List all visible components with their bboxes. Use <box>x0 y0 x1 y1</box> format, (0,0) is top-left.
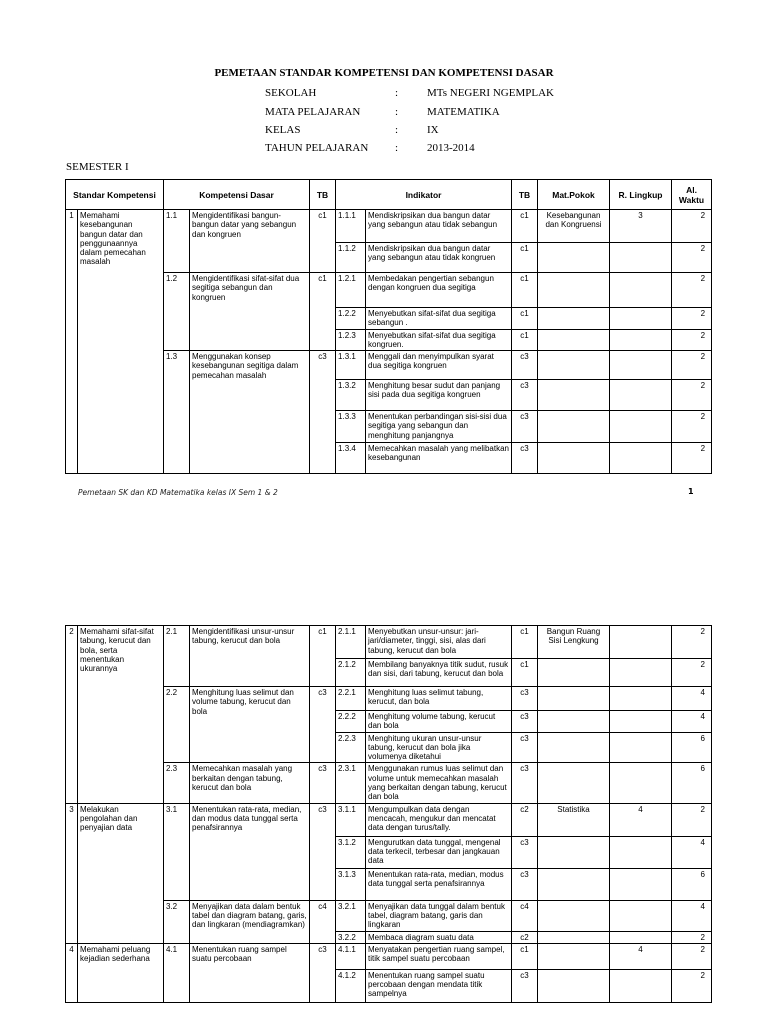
sk-text: Memahami kesebangunan bangun datar dan penggunaannya dalam pemecahan masalah <box>78 210 164 474</box>
kd-text: Mengidentifikasi bangun-bangun datar yang sebangun dan kongruen <box>190 210 310 273</box>
indikator-tb: c3 <box>512 380 538 411</box>
header-standar-kompetensi: Standar Kompetensi <box>66 180 164 210</box>
kd-text: Menentukan ruang sampel suatu percobaan <box>190 943 310 1002</box>
al-waktu: 2 <box>672 411 712 443</box>
kd-text: Menghitung luas selimut dan volume tabung, kerucut dan bola <box>190 687 310 763</box>
header-mat-pokok: Mat.Pokok <box>538 180 610 210</box>
indikator-number: 1.1.2 <box>336 243 366 273</box>
kd-tb: c3 <box>310 803 336 900</box>
kd-text: Mengidentifikasi unsur-unsur tabung, kerucut dan bola <box>190 626 310 687</box>
header-tb: TB <box>310 180 336 210</box>
r-lingkup: 3 <box>610 210 672 243</box>
indikator-tb: c1 <box>512 659 538 687</box>
indikator-number: 2.1.1 <box>336 626 366 659</box>
sk-number: 3 <box>66 803 78 943</box>
indikator-tb: c2 <box>512 931 538 943</box>
indikator-text: Menentukan perbandingan sisi-sisi dua segitiga yang sebangun dan menghitung panjangnya <box>366 411 512 443</box>
indikator-text: Menyatakan pengertian ruang sampel, titik sampel suatu percobaan <box>366 943 512 969</box>
indikator-number: 1.3.3 <box>336 411 366 443</box>
mat-pokok <box>538 711 610 733</box>
indikator-tb: c3 <box>512 351 538 380</box>
table-row <box>66 626 712 659</box>
indikator-tb: c3 <box>512 687 538 711</box>
header-indikator: Indikator <box>336 180 512 210</box>
r-lingkup <box>610 351 672 380</box>
al-waktu: 2 <box>672 273 712 308</box>
al-waktu: 6 <box>672 763 712 803</box>
al-waktu: 4 <box>672 711 712 733</box>
indikator-tb: c1 <box>512 308 538 330</box>
r-lingkup <box>610 443 672 474</box>
indikator-text: Mendiskripsikan dua bangun datar yang sebangun atau tidak kongruen <box>366 243 512 273</box>
al-waktu: 6 <box>672 732 712 763</box>
competency-table-page-2 <box>65 625 712 1003</box>
indikator-text: Menggali dan menyimpulkan syarat dua segitiga kongruen <box>366 351 512 380</box>
indikator-number: 2.2.2 <box>336 711 366 733</box>
indikator-text: Mengurutkan data tunggal, mengenal data terkecil, terbesar dan jangkauan data <box>366 836 512 868</box>
info-colon: : <box>395 142 399 154</box>
al-waktu: 4 <box>672 900 712 931</box>
mat-pokok <box>538 931 610 943</box>
indikator-text: Memecahkan masalah yang melibatkan kesebangunan <box>366 443 512 474</box>
indikator-text: Membilang banyaknya titik sudut, rusuk dan sisi, dari tabung, kerucut dan bola <box>366 659 512 687</box>
indikator-text: Menghitung besar sudut dan panjang sisi pada dua segitiga kongruen <box>366 380 512 411</box>
mat-pokok <box>538 969 610 1002</box>
mat-pokok <box>538 763 610 803</box>
sk-number: 1 <box>66 210 78 474</box>
indikator-tb: c3 <box>512 411 538 443</box>
r-lingkup: 4 <box>610 803 672 836</box>
header-al-waktu: Al. Waktu <box>672 180 712 210</box>
al-waktu: 6 <box>672 868 712 900</box>
mat-pokok <box>538 380 610 411</box>
mat-pokok <box>538 732 610 763</box>
info-value: IX <box>427 124 439 136</box>
indikator-number: 3.2.2 <box>336 931 366 943</box>
indikator-text: Menghitung volume tabung, kerucut dan bola <box>366 711 512 733</box>
sk-number: 2 <box>66 626 78 804</box>
al-waktu: 2 <box>672 626 712 659</box>
al-waktu: 2 <box>672 380 712 411</box>
indikator-number: 2.2.3 <box>336 732 366 763</box>
mat-pokok <box>538 836 610 868</box>
sk-number: 4 <box>66 943 78 1002</box>
indikator-text: Menghitung ukuran unsur-unsur tabung, kerucut dan bola jika volumenya diketahui <box>366 732 512 763</box>
kd-tb: c3 <box>310 351 336 474</box>
kd-number: 1.1 <box>164 210 190 273</box>
kd-number: 3.2 <box>164 900 190 943</box>
mat-pokok <box>538 687 610 711</box>
mat-pokok: Bangun Ruang Sisi Lengkung <box>538 626 610 659</box>
indikator-tb: c4 <box>512 900 538 931</box>
al-waktu: 2 <box>672 969 712 1002</box>
sk-text: Melakukan pengolahan dan penyajian data <box>78 803 164 943</box>
kd-tb: c1 <box>310 273 336 351</box>
indikator-tb: c3 <box>512 732 538 763</box>
indikator-text: Mendiskripsikan dua bangun datar yang sebangun atau tidak sebangun <box>366 210 512 243</box>
table-row <box>66 803 712 836</box>
r-lingkup <box>610 659 672 687</box>
mat-pokok <box>538 943 610 969</box>
indikator-text: Menentukan ruang sampel suatu percobaan dengan mendata titik sampelnya <box>366 969 512 1002</box>
kd-text: Menggunakan konsep kesebangunan segitiga dalam pemecahan masalah <box>190 351 310 474</box>
indikator-tb: c3 <box>512 868 538 900</box>
al-waktu: 4 <box>672 836 712 868</box>
kd-number: 2.1 <box>164 626 190 687</box>
kd-number: 2.3 <box>164 763 190 803</box>
r-lingkup <box>610 931 672 943</box>
indikator-text: Menyebutkan sifat-sifat dua segitiga sebangun . <box>366 308 512 330</box>
al-waktu: 2 <box>672 943 712 969</box>
indikator-text: Menggunakan rumus luas selimut dan volume untuk memecahkan masalah yang berkaitan dengan tabung, kerucut dan bola <box>366 763 512 803</box>
r-lingkup <box>610 969 672 1002</box>
indikator-tb: c1 <box>512 943 538 969</box>
indikator-number: 4.1.1 <box>336 943 366 969</box>
r-lingkup <box>610 411 672 443</box>
kd-text: Memecahkan masalah yang berkaitan dengan tabung, kerucut dan bola <box>190 763 310 803</box>
mat-pokok <box>538 329 610 351</box>
info-colon: : <box>395 87 399 99</box>
indikator-tb: c1 <box>512 329 538 351</box>
kd-number: 2.2 <box>164 687 190 763</box>
indikator-text: Mengumpulkan data dengan mencacah, mengukur dan mencatat data dengan turus/tally. <box>366 803 512 836</box>
al-waktu: 2 <box>672 803 712 836</box>
al-waktu: 2 <box>672 210 712 243</box>
indikator-number: 1.3.1 <box>336 351 366 380</box>
kd-number: 1.3 <box>164 351 190 474</box>
indikator-number: 1.3.4 <box>336 443 366 474</box>
kd-tb: c3 <box>310 943 336 1002</box>
r-lingkup <box>610 900 672 931</box>
kd-tb: c3 <box>310 763 336 803</box>
table-header-row <box>66 180 712 210</box>
mat-pokok: Kesebangunan dan Kongruensi <box>538 210 610 243</box>
indikator-tb: c1 <box>512 210 538 243</box>
header-tb: TB <box>512 180 538 210</box>
indikator-number: 1.1.1 <box>336 210 366 243</box>
info-label: MATA PELAJARAN <box>265 106 361 118</box>
sk-text: Memahami peluang kejadian sederhana <box>78 943 164 1002</box>
table-row <box>66 210 712 243</box>
kd-text: Menentukan rata-rata, median, dan modus data tunggal serta penafsirannya <box>190 803 310 900</box>
indikator-text: Menyajikan data tunggal dalam bentuk tabel, diagram batang, garis dan lingkaran <box>366 900 512 931</box>
mat-pokok <box>538 273 610 308</box>
indikator-number: 3.1.2 <box>336 836 366 868</box>
indikator-tb: c1 <box>512 273 538 308</box>
indikator-number: 2.2.1 <box>336 687 366 711</box>
indikator-number: 2.3.1 <box>336 763 366 803</box>
r-lingkup: 4 <box>610 943 672 969</box>
indikator-text: Menyebutkan sifat-sifat dua segitiga kongruen. <box>366 329 512 351</box>
al-waktu: 2 <box>672 243 712 273</box>
al-waktu: 2 <box>672 931 712 943</box>
mat-pokok <box>538 351 610 380</box>
r-lingkup <box>610 732 672 763</box>
indikator-tb: c3 <box>512 969 538 1002</box>
kd-tb: c3 <box>310 687 336 763</box>
mat-pokok <box>538 308 610 330</box>
info-value: 2013-2014 <box>427 142 475 154</box>
info-colon: : <box>395 124 399 136</box>
indikator-text: Membaca diagram suatu data <box>366 931 512 943</box>
al-waktu: 2 <box>672 443 712 474</box>
indikator-text: Menghitung luas selimut tabung, kerucut, dan bola <box>366 687 512 711</box>
kd-number: 3.1 <box>164 803 190 900</box>
al-waktu: 4 <box>672 687 712 711</box>
indikator-tb: c3 <box>512 763 538 803</box>
semester-label: SEMESTER I <box>66 161 129 173</box>
r-lingkup <box>610 836 672 868</box>
info-colon: : <box>395 106 399 118</box>
mat-pokok <box>538 443 610 474</box>
page-number: 1 <box>688 487 694 496</box>
info-value: MATEMATIKA <box>427 106 500 118</box>
mat-pokok: Statistika <box>538 803 610 836</box>
indikator-number: 4.1.2 <box>336 969 366 1002</box>
al-waktu: 2 <box>672 308 712 330</box>
r-lingkup <box>610 380 672 411</box>
indikator-tb: c3 <box>512 443 538 474</box>
r-lingkup <box>610 308 672 330</box>
mat-pokok <box>538 243 610 273</box>
mat-pokok <box>538 659 610 687</box>
al-waktu: 2 <box>672 329 712 351</box>
kd-text: Mengidentifikasi sifat-sifat dua segitiga sebangun dan kongruen <box>190 273 310 351</box>
kd-tb: c1 <box>310 626 336 687</box>
al-waktu: 2 <box>672 659 712 687</box>
info-label: KELAS <box>265 124 301 136</box>
indikator-text: Menentukan rata-rata, median, modus data tunggal serta penafsirannya <box>366 868 512 900</box>
r-lingkup <box>610 626 672 659</box>
indikator-tb: c1 <box>512 243 538 273</box>
header-r-lingkup: R. Lingkup <box>610 180 672 210</box>
r-lingkup <box>610 243 672 273</box>
info-value: MTs NEGERI NGEMPLAK <box>427 87 554 99</box>
indikator-number: 2.1.2 <box>336 659 366 687</box>
indikator-number: 3.1.3 <box>336 868 366 900</box>
competency-table-page-1 <box>65 179 712 474</box>
kd-number: 4.1 <box>164 943 190 1002</box>
info-label: SEKOLAH <box>265 87 317 99</box>
indikator-tb: c1 <box>512 626 538 659</box>
indikator-tb: c2 <box>512 803 538 836</box>
sk-text: Memahami sifat-sifat tabung, kerucut dan bola, serta menentukan ukurannya <box>78 626 164 804</box>
table-row <box>66 943 712 969</box>
header-kompetensi-dasar: Kompetensi Dasar <box>164 180 310 210</box>
r-lingkup <box>610 763 672 803</box>
document-title: PEMETAAN STANDAR KOMPETENSI DAN KOMPETENSI DASAR <box>214 67 554 79</box>
info-label: TAHUN PELAJARAN <box>265 142 369 154</box>
page-footer: Pemetaan SK dan KD Matematika kelas IX Sem 1 & 2 <box>78 488 278 497</box>
indikator-number: 1.2.2 <box>336 308 366 330</box>
indikator-text: Menyebutkan unsur-unsur: jari-jari/diameter, tinggi, sisi, alas dari tabung, kerucut dan bola <box>366 626 512 659</box>
mat-pokok <box>538 900 610 931</box>
indikator-number: 3.2.1 <box>336 900 366 931</box>
indikator-tb: c3 <box>512 711 538 733</box>
kd-tb: c4 <box>310 900 336 943</box>
indikator-text: Membedakan pengertian sebangun dengan kongruen dua segitiga <box>366 273 512 308</box>
indikator-number: 1.3.2 <box>336 380 366 411</box>
indikator-number: 3.1.1 <box>336 803 366 836</box>
mat-pokok <box>538 411 610 443</box>
r-lingkup <box>610 273 672 308</box>
mat-pokok <box>538 868 610 900</box>
r-lingkup <box>610 868 672 900</box>
indikator-number: 1.2.1 <box>336 273 366 308</box>
kd-text: Menyajikan data dalam bentuk tabel dan diagram batang, garis, dan lingkaran (mendiagramkan) <box>190 900 310 943</box>
r-lingkup <box>610 687 672 711</box>
indikator-number: 1.2.3 <box>336 329 366 351</box>
kd-number: 1.2 <box>164 273 190 351</box>
al-waktu: 2 <box>672 351 712 380</box>
indikator-tb: c3 <box>512 836 538 868</box>
r-lingkup <box>610 711 672 733</box>
r-lingkup <box>610 329 672 351</box>
kd-tb: c1 <box>310 210 336 273</box>
